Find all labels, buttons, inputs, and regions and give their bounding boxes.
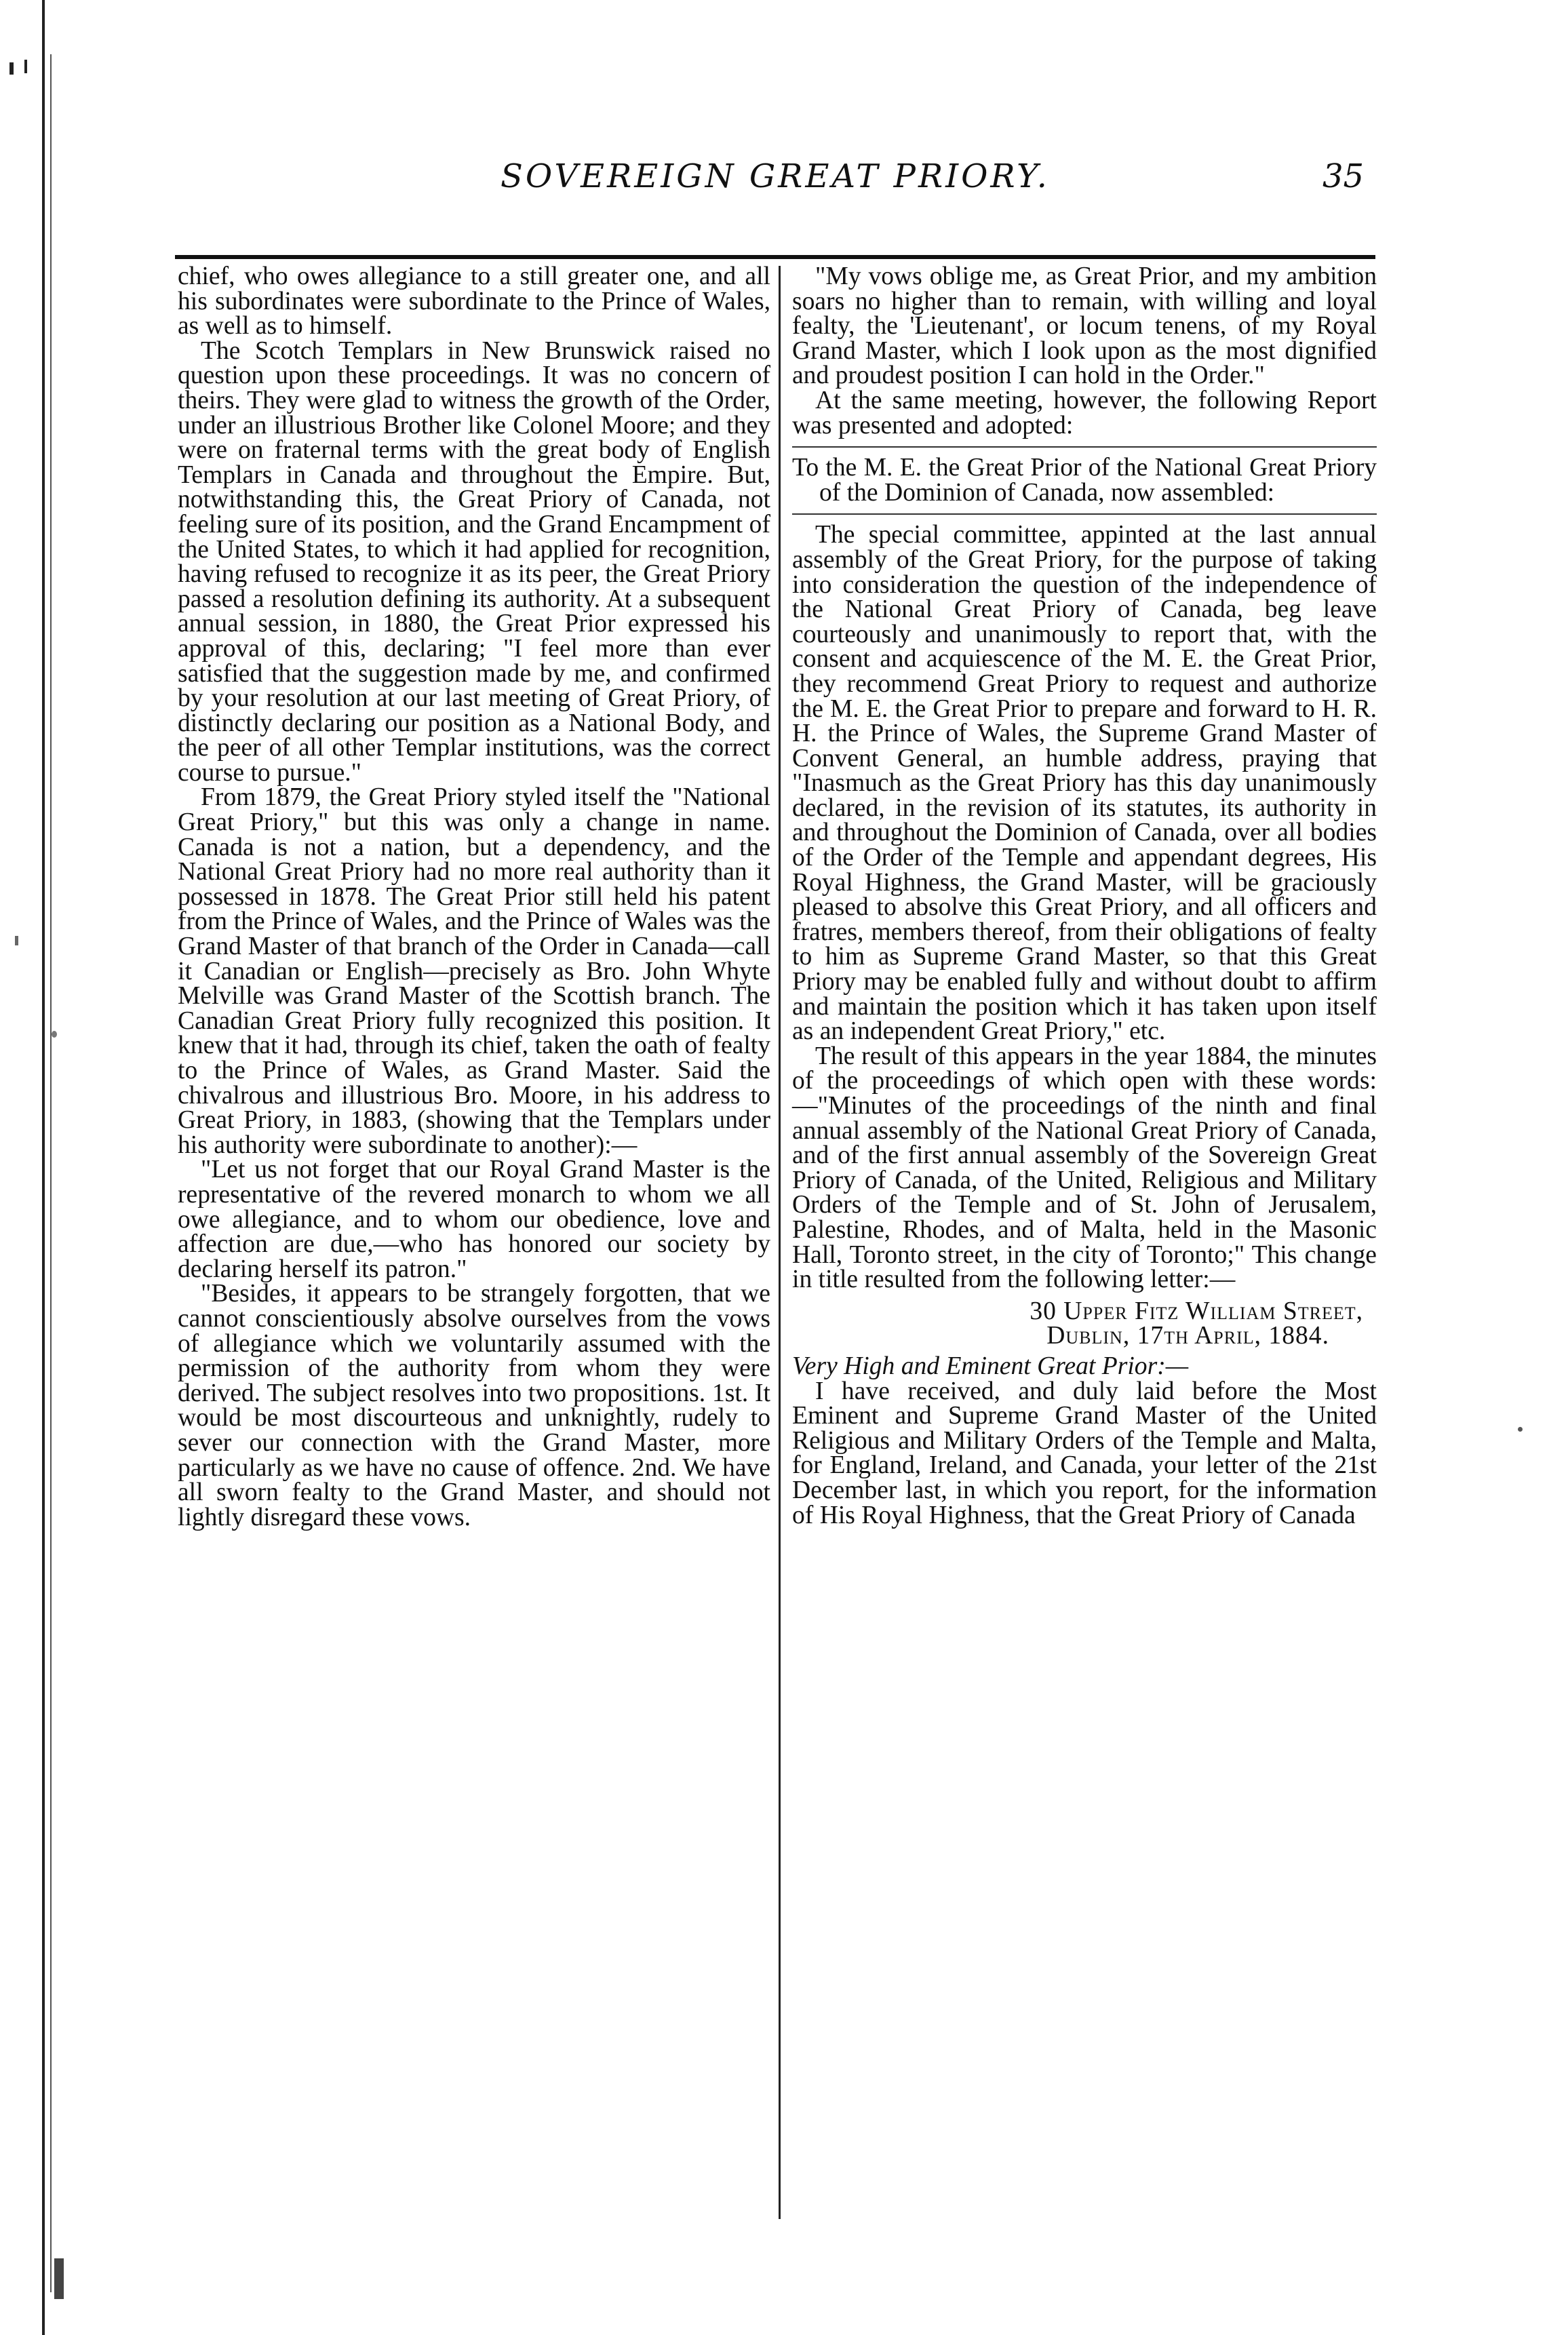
paragraph: At the same meeting, however, the following Report was presented and adopted: [792, 386, 1377, 439]
section-rule [792, 446, 1377, 448]
section-rule [792, 513, 1377, 515]
letter-date-line: Dublin, 17th April, 1884. [1046, 1322, 1329, 1350]
quotation: "My vows oblige me, as Great Prior, and my ambition soars no higher than to remain, with willing and loyal fealty, the 'Lieutenant', or locum tenens, of my Royal Grand Master, which I look upon as the most dignified and proudest position I can hold in the Order." [792, 262, 1377, 390]
print-speck [1518, 1427, 1523, 1432]
report-address: To the M. E. the Great Prior of the National Great Priory of the Dominion of Canada, now assembled: [792, 454, 1377, 507]
right-column [792, 264, 1377, 1528]
binding-mark [24, 60, 27, 73]
column-divider [779, 266, 781, 2219]
letter-salutation: Very High and Eminent Great Prior:— [792, 1352, 1189, 1380]
quotation: "Let us not forget that our Royal Grand Master is the representative of the revered monarch to whom we all owe allegiance, and to whom our obedience, love and affection are due,—who has honored our society by declaring herself its patron." [178, 1156, 770, 1283]
binding-line [42, 0, 45, 2335]
letter-address-line: 30 Upper Fitz William Street, [1030, 1297, 1363, 1325]
left-column [178, 264, 770, 1530]
binding-mark [15, 936, 18, 945]
quotation: "Besides, it appears to be strangely forgotten, that we cannot conscientiously absolve ourselves from the vows of allegiance which we voluntarily assumed with the permission of the authority from whom they were derived. The subject resolves into two propositions. 1st. It would be most discourteous and unknightly, rudely to sever our connection with the Grand Master, more particularly as we have no cause of offence. 2nd. We have all sworn fealty to the Grand Master, and should not lightly disregard these vows. [178, 1280, 770, 1531]
header-rule [175, 255, 1375, 259]
binding-mark [9, 62, 14, 75]
running-head [0, 157, 1568, 205]
binding-edge [0, 0, 75, 2335]
paragraph: From 1879, the Great Priory styled itself the "National Great Priory," but this was only a change in name. Canada is not a nation, but a dependency, and the National Great Priory had no more real authority than it possessed in 1878. The Great Prior still held his patent from the Prince of Wales, and the Prince of Wales was the Grand Master of that branch of the Order in Canada—call it Canadian or English—precisely as Bro. John Whyte Melville was Grand Master of the Scottish branch. The Canadian Great Priory fully recognized this position. It knew that it had, through its chief, taken the oath of fealty to the Prince of Wales, as Grand Master. Said the chivalrous and illustrious Bro. Moore, in his address to Great Priory, in 1883, (showing that the Templars under his authority were subordinate to another):— [178, 783, 770, 1159]
binding-line [50, 54, 52, 2292]
report-paragraph: The special committee, appinted at the last annual assembly of the Great Priory, for the purpose of taking into consideration the question of the independence of the National Great Priory of Canada, beg leave courteously and unanimously to report that, with the consent and acquiescence of the M. E. the Great Prior, they recommend Great Priory to request and authorize the M. E. the Great Prior to prepare and forward to H. R. H. the Prince of Wales, the Supreme Grand Master of Convent General, an humble address, praying that "Inasmuch as the Great Priory has this day unanimously declared, in the revision of its statutes, its authority in and throughout the Dominion of Canada, over all bodies of the Order of the Temple and appendant degrees, His Royal Highness, the Grand Master, will be graciously pleased to absolve this Great Priory, and all officers and fratres, members thereof, from their obligations of fealty to him as Supreme Grand Master, so that this Great Priory may be enabled fully and without doubt to affirm and maintain the position which it has taken upon itself as an independent Great Priory," etc. [792, 521, 1377, 1046]
paragraph: The Scotch Templars in New Brunswick raised no question upon these proceedings. It was no concern of theirs. They were glad to witness the growth of the Order, under an illustrious Brother like Colonel Moore; and they were on fraternal terms with the great body of English Templars in Canada and throughout the Empire. But, notwithstanding this, the Great Priory of Canada, not feeling sure of its position, and the Grand Encampment of the United States, to which it had applied for recognition, having refused to recognize it as its peer, the Great Priory passed a resolution defining its authority. At a subsequent annual session, in 1880, the Great Prior expressed his approval of this, declaring; "I feel more than ever satisfied that the suggestion made by me, and confirmed by your resolution at our last meeting of Great Priory, of distinctly declaring our position as a National Body, and the peer of all other Templar institutions, was the correct course to pursue." [178, 336, 770, 787]
running-title: SOVEREIGN GREAT PRIORY. [501, 157, 1050, 195]
binding-mark [54, 2258, 64, 2299]
print-speck [52, 1031, 57, 1038]
page-number: 35 [1322, 157, 1365, 195]
paragraph: The result of this appears in the year 1884, the minutes of the proceedings of which open with these words:—"Minutes of the proceedings of the ninth and final annual assembly of the National Great Priory of Canada, and of the first annual assembly of the Sovereign Great Priory of Canada, of the United, Religious and Military Orders of the Temple and of St. John of Jerusalem, Palestine, Rhodes, and of Malta, held in the Masonic Hall, Toronto street, in the city of Toronto;" This change in title resulted from the following letter:— [792, 1042, 1377, 1294]
letter-body: I have received, and duly laid before the Most Eminent and Supreme Grand Master of the United Religious and Military Orders of the Temple and Malta, for England, Ireland, and Canada, your letter of the 21st December last, in which you report, for the information of His Royal Highness, that the Great Priory of Canada [792, 1377, 1377, 1529]
paragraph: chief, who owes allegiance to a still greater one, and all his subordinates were subordinate to the Prince of Wales, as well as to himself. [178, 262, 770, 340]
